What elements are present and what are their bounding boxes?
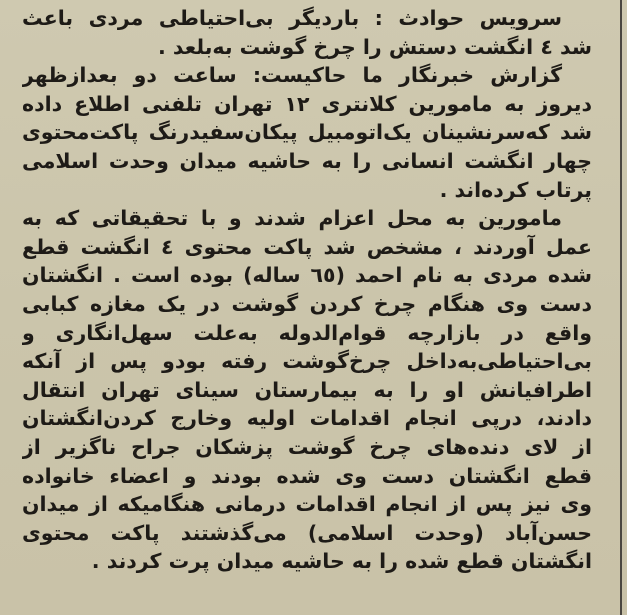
column-rule [620, 0, 622, 615]
text-line: شده مردی به نام احمد (٦٥ ساله) بوده است . انگشتان [22, 263, 592, 288]
article-body [22, 4, 592, 576]
text-line: چهار انگشت انسانی را به حاشیه میدان وحدت اسلامی [22, 148, 592, 173]
text-line: وی نیز پس از انجام اقدامات درمانی هنگامیکه از میدان [22, 492, 592, 517]
text-line: شد ٤ انگشت دستش را چرخ گوشت به‌بلعد . [157, 34, 592, 59]
text-line: گزارش خبرنگار ما حاکیست: ساعت دو بعدازظهر [22, 63, 562, 88]
text-line: حسن‌آباد (وحدت اسلامی) می‌گذشتند پاکت محتوی [22, 520, 592, 545]
text-line: اطرافیانش او را به بیمارستان سینای تهران انتقال [22, 377, 592, 402]
text-line: واقع در بازارچه قوام‌الدوله به‌علت سهل‌انگاری و [22, 320, 592, 345]
text-line: دیروز به مامورین کلانتری ۱۲ تهران تلفنی اطلاع داده [22, 91, 592, 116]
text-line: دست وی هنگام چرخ کردن گوشت در یک مغازه کبابی [22, 291, 592, 316]
text-line: پرتاب کرده‌اند . [439, 177, 592, 202]
text-line: از لای دنده‌های چرخ گوشت پزشکان جراح ناگزیر از [22, 434, 592, 459]
text-line: دادند، درپی انجام اقدامات اولیه وخارج کردن‌انگشتان [22, 406, 592, 431]
text-line: مامورین به محل اعزام شدند و با تحقیقاتی که به [22, 206, 562, 231]
text-line: بی‌احتیاطی‌به‌داخل چرخ‌گوشت رفته بودو پس از آنکه [22, 349, 592, 374]
text-line: شد که‌سرنشینان یک‌اتومبیل پیکان‌سفیدرنگ پاکت‌محتوی [22, 120, 592, 145]
text-line: انگشتان قطع شده را به حاشیه میدان پرت کردند . [91, 549, 592, 574]
text-line: قطع انگشتان دست وی شده بودند و اعضاء خانواده [22, 463, 592, 488]
text-line: سرویس حوادث : باردیگر بی‌احتیاطی مردی باعث [22, 6, 562, 30]
text-line: عمل آوردند ، مشخص شد پاکت محتوی ٤ انگشت قطع [22, 234, 592, 259]
